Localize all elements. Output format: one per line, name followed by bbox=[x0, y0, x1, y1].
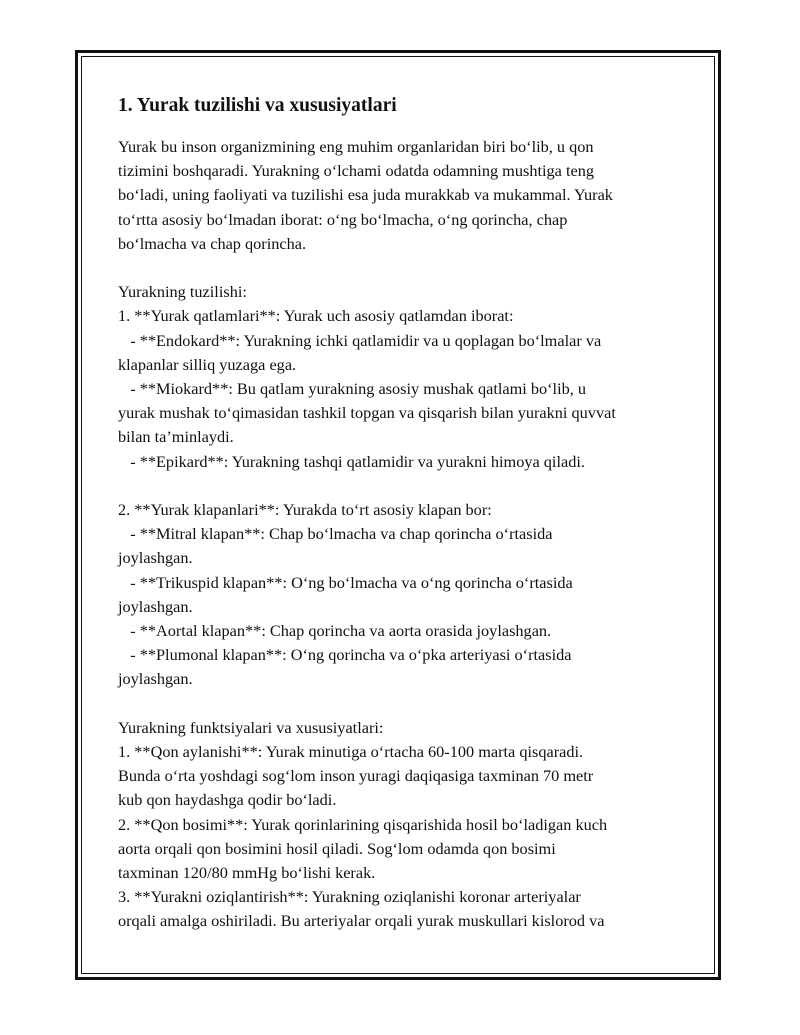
text-line: - **Aortal klapan**: Chap qorincha va aorta orasida joylashgan. bbox=[118, 621, 552, 641]
text-line: joylashgan. bbox=[118, 669, 193, 689]
text-line: orqali amalga oshiriladi. Bu arteriyalar orqali yurak muskullari kislorod va bbox=[118, 911, 605, 931]
text-line: yurak mushak to‘qimasidan tashkil topgan va qisqarish bilan yurakni quvvat bbox=[118, 403, 616, 423]
text-line: bilan ta’minlaydi. bbox=[118, 427, 234, 447]
paragraph-lines bbox=[118, 135, 688, 934]
text-line: aorta orqali qon bosimini hosil qiladi. Sog‘lom odamda qon bosimi bbox=[118, 838, 556, 858]
document-body bbox=[118, 94, 688, 934]
text-line: tizimini boshqaradi. Yurakning o‘lchami odatda odamning mushtiga teng bbox=[118, 161, 594, 181]
text-line: Yurakning tuzilishi: bbox=[118, 282, 247, 302]
text-line: - **Miokard**: Bu qatlam yurakning asosiy mushak qatlami bo‘lib, u bbox=[118, 379, 587, 399]
blank-line bbox=[118, 692, 688, 716]
text-line: Yurakning funktsiyalari va xususiyatlari: bbox=[118, 717, 384, 737]
text-line: Yurak bu inson organizmining eng muhim organlaridan biri bo‘lib, u qon bbox=[118, 137, 594, 156]
text-line: - **Endokard**: Yurakning ichki qatlamidir va u qoplagan bo‘lmalar va bbox=[118, 330, 602, 350]
text-line: kub qon haydashga qodir bo‘ladi. bbox=[118, 790, 337, 810]
text-line: klapanlar silliq yuzaga ega. bbox=[118, 354, 297, 374]
text-line: 2. **Qon bosimi**: Yurak qorinlarining qisqarishida hosil bo‘ladigan kuch bbox=[118, 814, 608, 834]
text-line: joylashgan. bbox=[118, 548, 193, 568]
text-line: joylashgan. bbox=[118, 596, 193, 616]
text-line: bo‘ladi, uning faoliyati va tuzilishi esa juda murakkab va mukammal. Yurak bbox=[118, 185, 613, 205]
text-line: - **Trikuspid klapan**: O‘ng bo‘lmacha va o‘ng qorincha o‘rtasida bbox=[118, 572, 573, 592]
text-line: - **Mitral klapan**: Chap bo‘lmacha va chap qorincha o‘rtasida bbox=[118, 524, 553, 544]
text-line: taxminan 120/80 mmHg bo‘lishi kerak. bbox=[118, 863, 376, 883]
text-line: 1. **Yurak qatlamlari**: Yurak uch asosiy qatlamdan iborat: bbox=[118, 306, 514, 326]
text-line: 1. **Qon aylanishi**: Yurak minutiga o‘rtacha 60-100 marta qisqaradi. bbox=[118, 742, 584, 762]
text-line: - **Plumonal klapan**: O‘ng qorincha va o‘pka arteriyasi o‘rtasida bbox=[118, 645, 572, 665]
text-line: - **Epikard**: Yurakning tashqi qatlamidir va yurakni himoya qiladi. bbox=[118, 451, 585, 471]
text-line: to‘rtta asosiy bo‘lmadan iborat: o‘ng bo‘lmacha, o‘ng qorincha, chap bbox=[118, 209, 568, 229]
text-line: 2. **Yurak klapanlari**: Yurakda to‘rt asosiy klapan bor: bbox=[118, 500, 492, 520]
text-line: Bunda o‘rta yoshdagi sog‘lom inson yuragi daqiqasiga taxminan 70 metr bbox=[118, 766, 594, 786]
blank-line bbox=[118, 256, 688, 280]
text-line: bo‘lmacha va chap qorincha. bbox=[118, 233, 307, 253]
section-heading: 1. Yurak tuzilishi va xususiyatlari bbox=[118, 95, 397, 116]
text-line: 3. **Yurakni oziqlantirish**: Yurakning oziqlanishi koronar arteriyalar bbox=[118, 887, 581, 907]
blank-line bbox=[118, 474, 688, 498]
